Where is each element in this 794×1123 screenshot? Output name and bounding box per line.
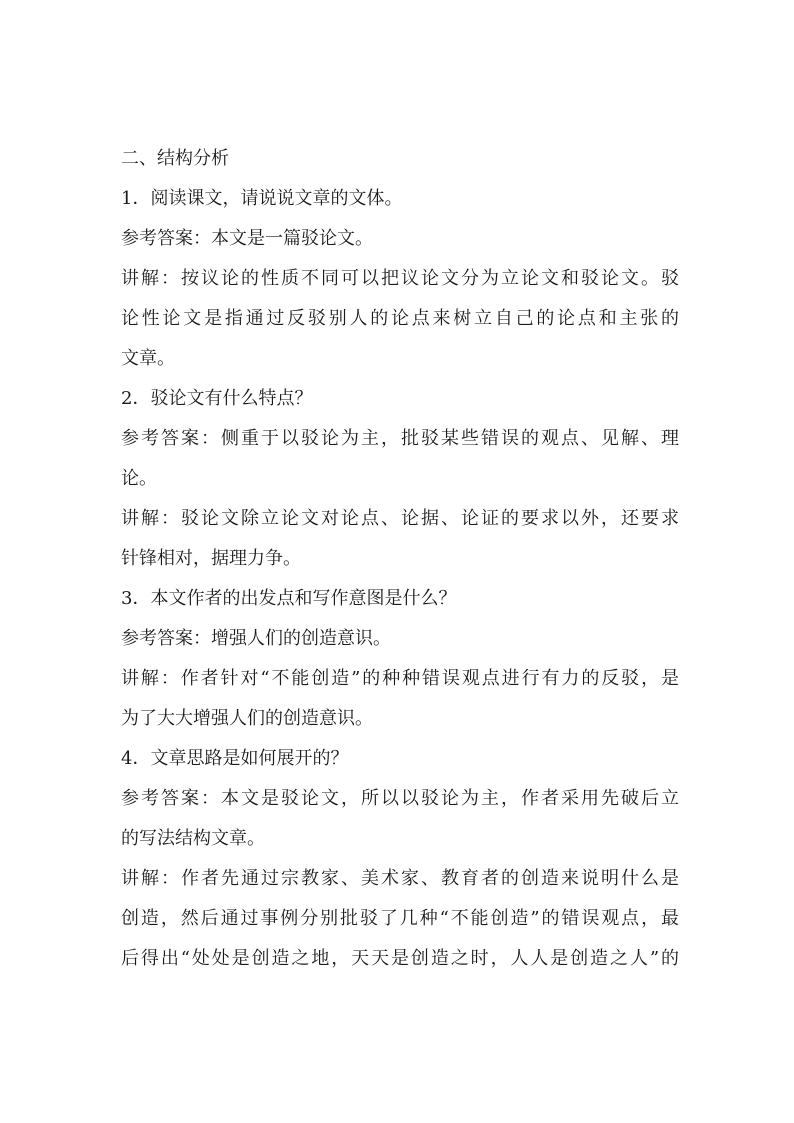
answer-line: 论。 — [121, 468, 157, 489]
answer-line: 参考答案：侧重于以驳论为主，批驳某些错误的观点、见解、理 — [121, 428, 679, 449]
explanation-line: 创造，然后通过事例分别批驳了几种“不能创造”的错误观点，最 — [121, 908, 679, 929]
explanation-line: 文章。 — [121, 348, 175, 369]
answer-2 — [121, 419, 679, 499]
explanation-4 — [121, 859, 679, 979]
question-text: 4．文章思路是如何展开的？ — [121, 748, 349, 769]
answer-1 — [121, 219, 679, 259]
section-title: 二、结构分析 — [121, 148, 229, 169]
explanation-line: 讲解：作者先通过宗教家、美术家、教育者的创造来说明什么是 — [121, 868, 679, 889]
explanation-line: 针锋相对，据理力争。 — [121, 548, 301, 569]
question-text: 2．驳论文有什么特点？ — [121, 388, 313, 409]
explanation-1 — [121, 259, 679, 379]
answer-text: 参考答案：本文是一篇驳论文。 — [121, 228, 373, 249]
explanation-line: 讲解：按议论的性质不同可以把议论文分为立论文和驳论文。驳 — [121, 268, 679, 289]
question-4 — [121, 739, 679, 779]
explanation-2 — [121, 499, 679, 579]
question-2 — [121, 379, 679, 419]
answer-line: 参考答案：本文是驳论文，所以以驳论为主，作者采用先破后立 — [121, 788, 679, 809]
question-3 — [121, 579, 679, 619]
answer-4 — [121, 779, 679, 859]
question-text: 3．本文作者的出发点和写作意图是什么？ — [121, 588, 457, 609]
answer-3 — [121, 619, 679, 659]
answer-line: 的写法结构文章。 — [121, 828, 265, 849]
explanation-line: 论性论文是指通过反驳别人的论点来树立自己的论点和主张的 — [121, 308, 679, 329]
question-text: 1．阅读课文，请说说文章的文体。 — [121, 188, 403, 209]
explanation-3 — [121, 659, 679, 739]
explanation-line: 为了大大增强人们的创造意识。 — [121, 708, 373, 729]
explanation-line: 后得出“处处是创造之地，天天是创造之时，人人是创造之人”的 — [121, 948, 679, 969]
question-1 — [121, 179, 679, 219]
answer-text: 参考答案：增强人们的创造意识。 — [121, 628, 391, 649]
explanation-line: 讲解：作者针对“不能创造”的种种错误观点进行有力的反驳，是 — [121, 668, 679, 689]
explanation-line: 讲解：驳论文除立论文对论点、论据、论证的要求以外，还要求 — [121, 508, 679, 529]
document-body — [121, 139, 679, 979]
